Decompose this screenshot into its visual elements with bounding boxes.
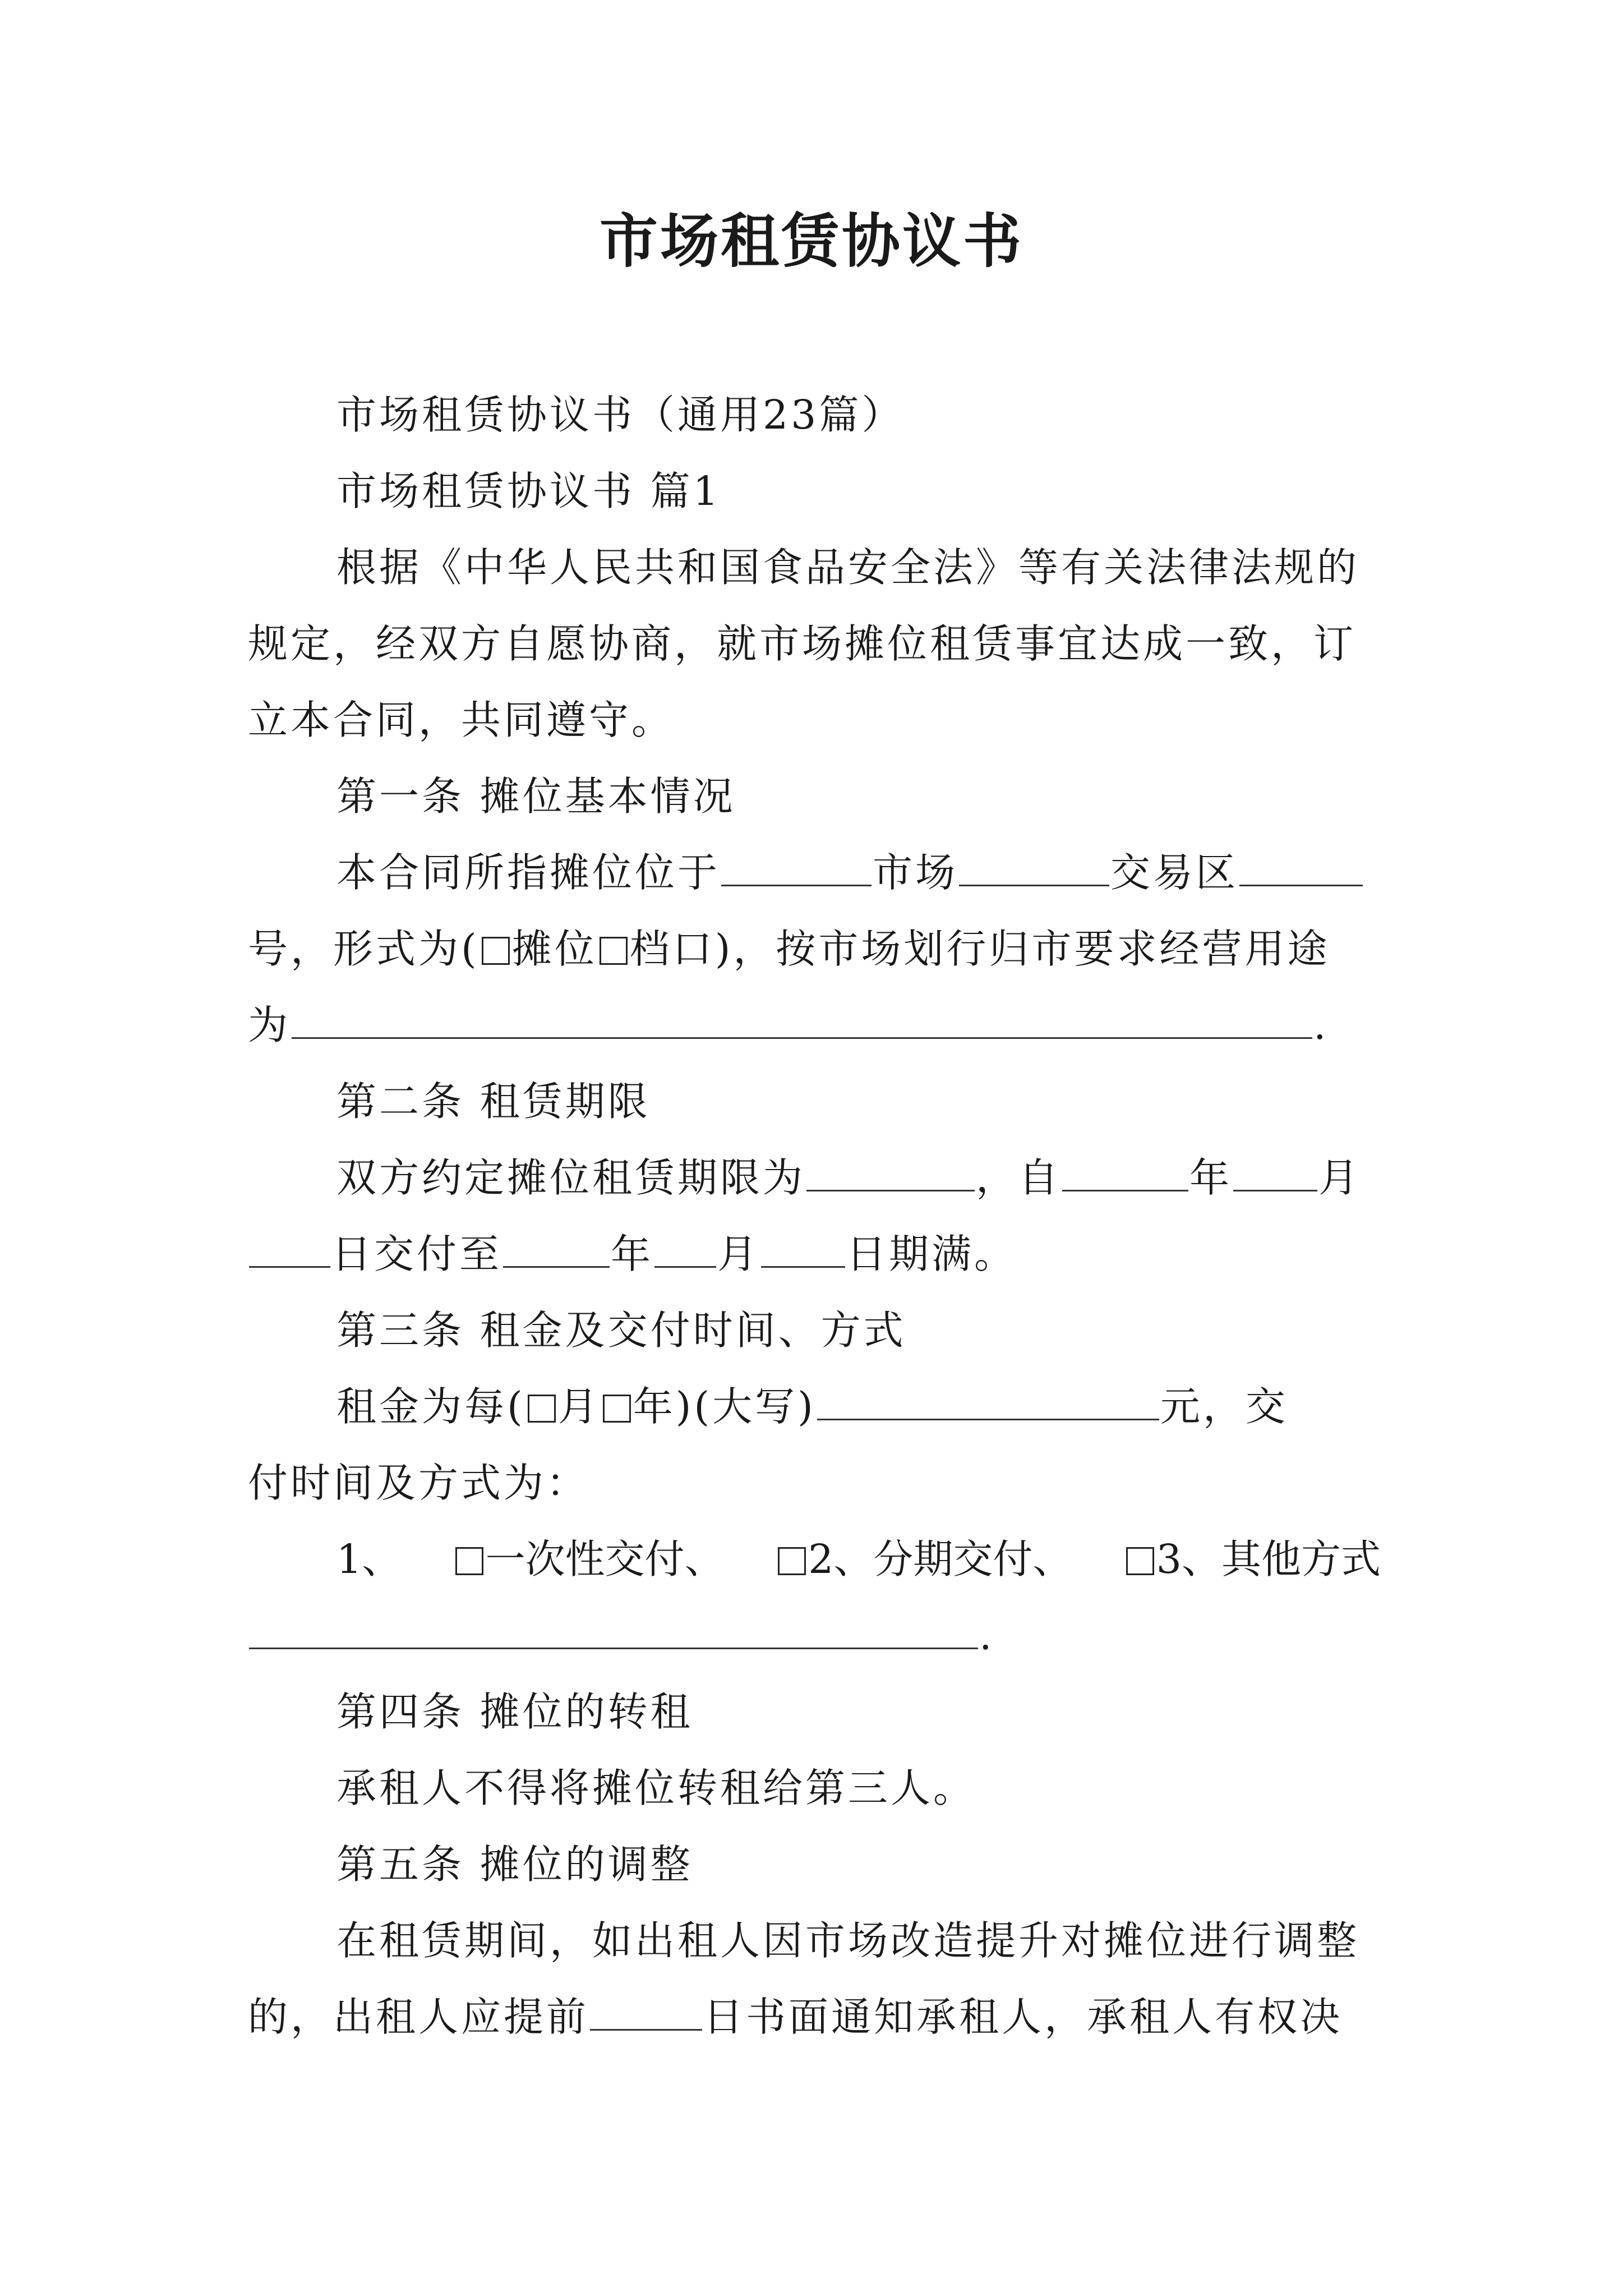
part-heading: 市场租赁协议书 篇1 <box>336 468 721 514</box>
other-method-label: 3、其他方式 <box>1156 1536 1381 1582</box>
article-4-text: 承租人不得将摊位转租给第三人。 <box>336 1765 976 1811</box>
article-5-text-a: 的，出租人应提前 <box>248 1994 589 2040</box>
article-2-text-h: 日期满。 <box>846 1231 1017 1277</box>
lump-sum-checkbox[interactable] <box>455 1547 483 1575</box>
start-day-blank[interactable] <box>249 1234 330 1268</box>
market-name-blank[interactable] <box>721 852 872 886</box>
trading-zone-blank[interactable] <box>959 852 1109 886</box>
other-method-option <box>1124 1531 1381 1588</box>
article-5-heading: 第五条 摊位的调整 <box>336 1841 693 1888</box>
article-1-heading: 第一条 摊位基本情况 <box>336 773 736 820</box>
article-1-period: . <box>1313 1002 1329 1048</box>
monthly-checkbox[interactable] <box>528 1395 556 1423</box>
article-5-text-b: 日书面通知承租人，承租人有权决 <box>703 1994 1343 2040</box>
intro-line-3: 立本合同，共同遵守。 <box>248 697 675 743</box>
article-3-line-3 <box>248 1531 1381 1588</box>
article-2-text-e: 日交付至 <box>331 1231 502 1277</box>
article-3-text-b: 月 <box>557 1383 601 1430</box>
subtitle: 市场租赁协议书（通用23篇） <box>336 392 905 438</box>
other-method-blank[interactable] <box>249 1615 978 1649</box>
other-method-checkbox[interactable] <box>1126 1547 1154 1575</box>
article-2-heading: 第二条 租赁期限 <box>336 1078 651 1125</box>
intro-line-1: 根据《中华人民共和国食品安全法》等有关法律法规的 <box>336 544 1360 591</box>
article-2-text-b: ，自 <box>976 1154 1062 1201</box>
article-1-text-f: 档口)，按市场划行归市要求经营用途 <box>629 926 1330 972</box>
article-1-text-a: 本合同所指摊位位于 <box>336 849 721 896</box>
article-4-heading: 第四条 摊位的转租 <box>336 1688 693 1735</box>
booth-checkbox[interactable] <box>600 937 628 965</box>
article-2-text-g: 月 <box>717 1231 760 1277</box>
article-3-line-1 <box>248 1379 1381 1435</box>
yearly-checkbox[interactable] <box>603 1395 631 1423</box>
article-2-text-f: 年 <box>611 1231 654 1277</box>
lease-term-blank[interactable] <box>806 1157 975 1191</box>
document-title: 市场租赁协议书 <box>599 206 1023 275</box>
article-2-text-c: 年 <box>1189 1154 1233 1201</box>
article-2-line-1 <box>248 1150 1381 1206</box>
installment-checkbox[interactable] <box>778 1547 806 1575</box>
article-1-text-g: 为 <box>248 1002 291 1048</box>
article-3-text-a: 租金为每( <box>336 1383 525 1430</box>
article-3-line-4 <box>248 1608 1381 1664</box>
installment-label: 2、分期交付、 <box>808 1536 1073 1582</box>
business-use-blank[interactable] <box>292 1005 1312 1039</box>
article-3-line-2: 付时间及方式为： <box>248 1460 589 1506</box>
article-5-line-1: 在租赁期间，如出租人因市场改造提升对摊位进行调整 <box>336 1917 1360 1964</box>
article-2-line-2 <box>248 1226 1381 1282</box>
end-year-blank[interactable] <box>503 1234 610 1268</box>
article-1-line-3 <box>248 997 1381 1053</box>
lump-sum-label: 一次性交付、 <box>485 1536 725 1582</box>
end-month-blank[interactable] <box>654 1234 716 1268</box>
article-1-line-1 <box>248 845 1381 901</box>
start-year-blank[interactable] <box>1062 1157 1188 1191</box>
lump-sum-option <box>453 1531 725 1588</box>
article-1-text-b: 市场 <box>873 849 958 896</box>
stall-checkbox[interactable] <box>482 937 510 965</box>
article-1-text-d: 号，形式为( <box>248 926 479 972</box>
article-3-text-e: 1、 <box>336 1536 402 1582</box>
article-2-text-d: 月 <box>1318 1154 1362 1201</box>
end-day-blank[interactable] <box>761 1234 845 1268</box>
installment-option <box>776 1531 1072 1588</box>
article-3-period: . <box>979 1612 995 1659</box>
start-month-blank[interactable] <box>1233 1157 1317 1191</box>
article-5-line-2 <box>248 1989 1381 2045</box>
rent-amount-blank[interactable] <box>817 1386 1159 1420</box>
article-3-text-d: 元，交 <box>1160 1383 1288 1430</box>
article-1-text-c: 交易区 <box>1110 849 1239 896</box>
notice-days-blank[interactable] <box>590 1996 702 2031</box>
article-1-text-e: 摊位 <box>511 926 597 972</box>
intro-line-2: 规定，经双方自愿协商，就市场摊位租赁事宜达成一致，订 <box>248 620 1357 667</box>
article-2-text-a: 双方约定摊位租赁期限为 <box>336 1154 806 1201</box>
article-3-text-c: 年)(大写) <box>633 1383 816 1430</box>
stall-number-blank[interactable] <box>1239 852 1363 886</box>
article-3-heading: 第三条 租金及交付时间、方式 <box>336 1307 906 1354</box>
article-1-line-2 <box>248 921 1381 977</box>
